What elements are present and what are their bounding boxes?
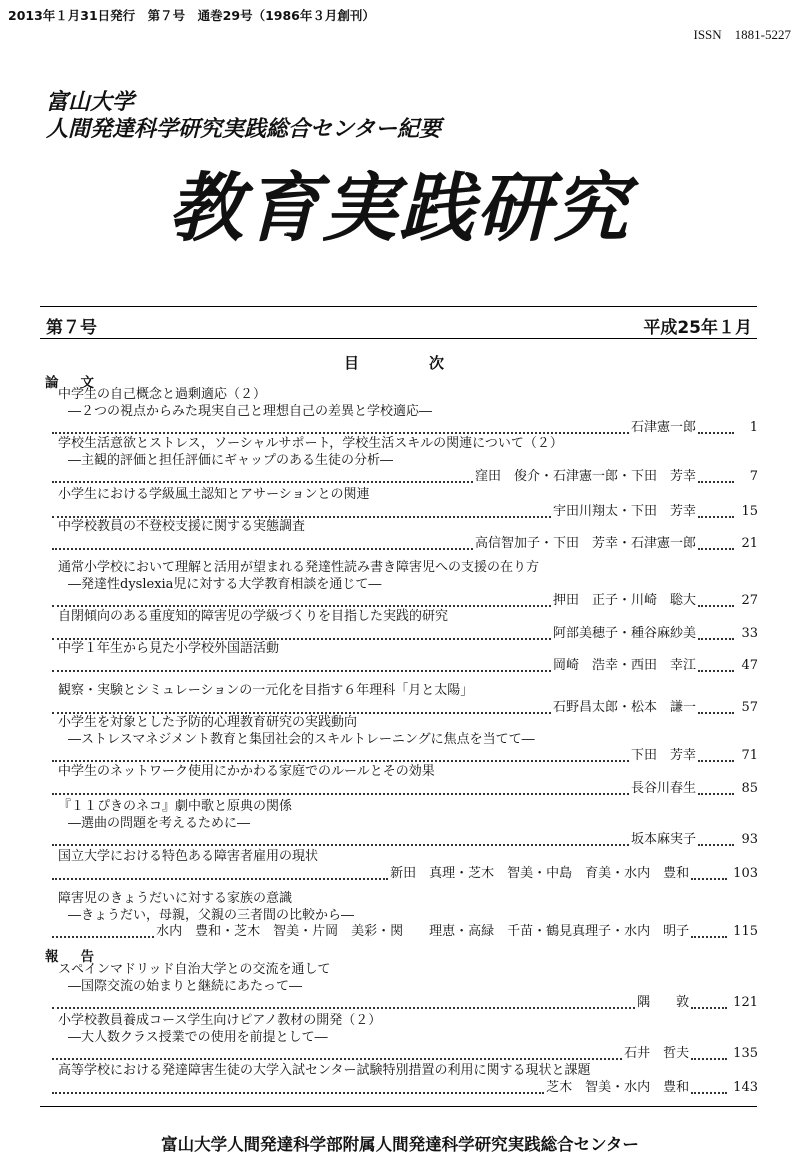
toc-entry[interactable] [50, 715, 758, 765]
entry-author-line [50, 700, 758, 717]
entry-author-line [50, 866, 758, 883]
entry-author-line [50, 1046, 758, 1063]
entry-title: 中学校教員の不登校支援に関する実態調査 [58, 519, 306, 534]
entry-authors: 窪田 俊介・石津憲一郎・下田 芳幸 [474, 469, 696, 484]
dot-leader [52, 830, 629, 846]
entry-page-number: 121 [733, 995, 758, 1010]
dot-leader [698, 746, 734, 762]
entry-page-number: 15 [741, 503, 758, 519]
entry-page-number: 71 [741, 748, 758, 763]
entry-authors: 阿部美穂子・種谷麻紗美 [552, 625, 696, 641]
entry-author-line [50, 832, 758, 849]
dot-leader [698, 418, 734, 434]
entry-title: 中学１年生から見た小学校外国語活動 [58, 641, 280, 656]
dot-leader [52, 591, 551, 607]
dot-leader [52, 624, 551, 640]
toc-entry[interactable] [50, 1063, 758, 1096]
entry-author-line [50, 781, 758, 798]
toc-entry[interactable] [50, 560, 758, 610]
dot-leader [698, 656, 734, 672]
entry-page-number: 135 [733, 1046, 758, 1061]
entry-author-line [50, 748, 758, 765]
entry-page-number: 85 [741, 780, 758, 796]
entry-title: 学校生活意欲とストレス，ソーシャルサポート，学校生活スキルの関連について（２） [58, 436, 563, 451]
entry-authors: 長谷川春生 [630, 780, 696, 796]
journal-title: 教育実践研究 [168, 164, 631, 252]
dot-leader [52, 993, 635, 1009]
entry-title: 小学生における学級風土認知とアサーションとの関連 [58, 487, 370, 502]
entry-title: 小学校教員養成コース学生向けピアノ教材の開発（２） [58, 1013, 382, 1028]
toc-entry[interactable] [50, 849, 758, 882]
center-name: 人間発達科学研究実践総合センター紀要 [46, 116, 442, 142]
toc-entry[interactable] [50, 487, 758, 520]
section-label: 報告 [45, 949, 116, 965]
entry-title: 自閉傾向のある重度知的障害児の学級づくりを目指した実践的研究 [58, 609, 449, 624]
dot-leader [52, 698, 551, 714]
entry-title: 観察・実験とシミュレーションの一元化を目指す６年理科「月と太陽」 [58, 683, 474, 698]
entry-author-line [50, 995, 758, 1012]
entry-subtitle: ―ストレスマネジメント教育と集団社会的スキルトレーニングに焦点を当てて― [68, 731, 535, 747]
dot-leader [52, 502, 551, 518]
issue-date: 平成25年１月 [643, 318, 752, 338]
entry-authors: 押田 正子・川崎 聡大 [552, 593, 696, 608]
toc-entry[interactable] [50, 962, 758, 1012]
entry-author-line [50, 420, 758, 437]
dot-leader [691, 864, 727, 880]
dot-leader [52, 656, 551, 672]
entry-author-line [50, 1080, 758, 1097]
dot-leader [698, 467, 734, 483]
toc-entry[interactable] [50, 799, 758, 849]
entry-authors: 坂本麻実子 [630, 832, 696, 847]
toc-entry[interactable] [50, 387, 758, 437]
entry-author-line [50, 469, 758, 486]
entry-title: 中学生の自己概念と過剰適応（２） [58, 387, 267, 402]
entry-page-number: 21 [741, 535, 758, 551]
university-name: 富山大学 [46, 89, 135, 115]
toc-entry[interactable] [50, 641, 758, 674]
toc-entry[interactable] [50, 891, 758, 941]
dot-leader [52, 1078, 544, 1094]
entry-page-number: 47 [741, 657, 758, 673]
entry-title: 通常小学校において理解と活用が望まれる発達性読み書き障害児への支援の在り方 [58, 560, 540, 575]
entry-authors: 石津憲一郎 [630, 420, 696, 435]
entry-subtitle: ―選曲の問題を考えるために― [68, 815, 251, 831]
entry-authors: 高信智加子・下田 芳幸・石津憲一郎 [474, 535, 696, 551]
dot-leader [52, 534, 473, 550]
toc-entry[interactable] [50, 764, 758, 797]
entry-authors: 下田 芳幸 [630, 748, 696, 763]
journal-affiliation [46, 89, 441, 143]
entry-title: 小学生を対象とした予防的心理教育研究の実践動向 [58, 715, 358, 730]
entry-authors: 新田 真理・芝木 智美・中島 育美・水内 豊和 [390, 865, 690, 881]
dot-leader [698, 591, 734, 607]
dot-leader [691, 993, 727, 1009]
entry-page-number: 1 [749, 420, 758, 435]
dot-leader [698, 830, 734, 846]
dot-leader [52, 1044, 622, 1060]
toc-entry[interactable] [50, 436, 758, 486]
entry-page-number: 7 [749, 469, 758, 484]
toc-entry[interactable] [50, 609, 758, 642]
publisher-footer: 富山大学人間発達科学部附属人間発達科学研究実践総合センター [161, 1135, 639, 1154]
toc-entry[interactable] [50, 683, 758, 716]
entry-title: スペインマドリッド自治大学との交流を通して [58, 962, 331, 977]
dot-leader [52, 746, 629, 762]
dot-leader [698, 534, 734, 550]
entry-title: 障害児のきょうだいに対する家族の意識 [58, 891, 293, 906]
section-label: 論文 [45, 375, 116, 391]
top-rule [40, 306, 757, 307]
entry-subtitle: ―大人数クラス授業での使用を前提として― [68, 1029, 328, 1045]
entry-authors: 宇田川翔太・下田 芳幸 [552, 503, 696, 519]
toc-heading: 目次 [344, 354, 515, 372]
issn-number: ISSN 1881-5227 [693, 27, 791, 42]
dot-leader [691, 1044, 727, 1060]
entry-subtitle: ―国際交流の始まりと継続にあたって― [68, 978, 303, 994]
entry-page-number: 33 [741, 625, 758, 641]
entry-authors: 水内 豊和・芝木 智美・片岡 美彩・関 理恵・高緑 千苗・鶴見真理子・水内 明子 [156, 924, 690, 939]
dot-leader [691, 922, 727, 938]
entry-author-line [50, 924, 758, 941]
dot-leader [691, 1078, 727, 1094]
entry-author-line [50, 593, 758, 610]
issue-row [46, 311, 752, 338]
entry-authors: 石野昌太郎・松本 謙一 [552, 699, 696, 715]
dot-leader [698, 624, 734, 640]
entry-author-line [50, 536, 758, 553]
entry-title: 高等学校における発達障害生徒の大学入試センター試験特別措置の利用に関する現状と課題 [58, 1063, 591, 1078]
entry-author-line [50, 658, 758, 675]
dot-leader [52, 418, 629, 434]
entry-title: 中学生のネットワーク使用にかかわる家庭でのルールとその効果 [58, 764, 435, 779]
issue-rule [40, 338, 757, 339]
entry-page-number: 115 [733, 924, 758, 939]
entry-page-number: 57 [741, 699, 758, 715]
entry-title: 国立大学における特色ある障害者雇用の現状 [58, 849, 319, 864]
entry-page-number: 143 [733, 1079, 758, 1095]
toc-entry[interactable] [50, 1013, 758, 1063]
entry-subtitle: ―主観的評価と担任評価にギャップのある生徒の分析― [68, 452, 394, 468]
dot-leader [698, 779, 734, 795]
entry-authors: 石井 哲夫 [624, 1046, 690, 1061]
entry-page-number: 27 [741, 593, 758, 608]
entry-author-line [50, 626, 758, 643]
dot-leader [698, 502, 734, 518]
entry-author-line [50, 504, 758, 521]
dot-leader [52, 467, 473, 483]
dot-leader [52, 864, 388, 880]
dot-leader [52, 922, 154, 938]
dot-leader [698, 698, 734, 714]
entry-subtitle: ―２つの視点からみた現実自己と理想自己の差異と学校適応― [68, 403, 433, 419]
dot-leader [52, 779, 629, 795]
entry-authors: 隅 敦 [637, 995, 690, 1010]
bottom-rule [40, 1106, 757, 1107]
entry-page-number: 103 [733, 865, 758, 881]
entry-subtitle: ―きょうだい，母親，父親の三者間の比較から― [68, 907, 355, 923]
entry-title: 『１１ぴきのネコ』劇中歌と原典の関係 [58, 799, 293, 814]
entry-authors: 芝木 智美・水内 豊和 [546, 1079, 690, 1095]
entry-authors: 岡崎 浩幸・西田 幸江 [552, 657, 696, 673]
toc-entry[interactable] [50, 519, 758, 552]
issue-publication-info: 2013年１月31日発行 第７号 通巻29号（1986年３月創刊） [8, 8, 375, 23]
issue-number: 第７号 [46, 318, 97, 338]
entry-page-number: 93 [741, 832, 758, 847]
entry-subtitle: ―発達性dyslexia児に対する大学教育相談を通じて― [68, 576, 382, 592]
